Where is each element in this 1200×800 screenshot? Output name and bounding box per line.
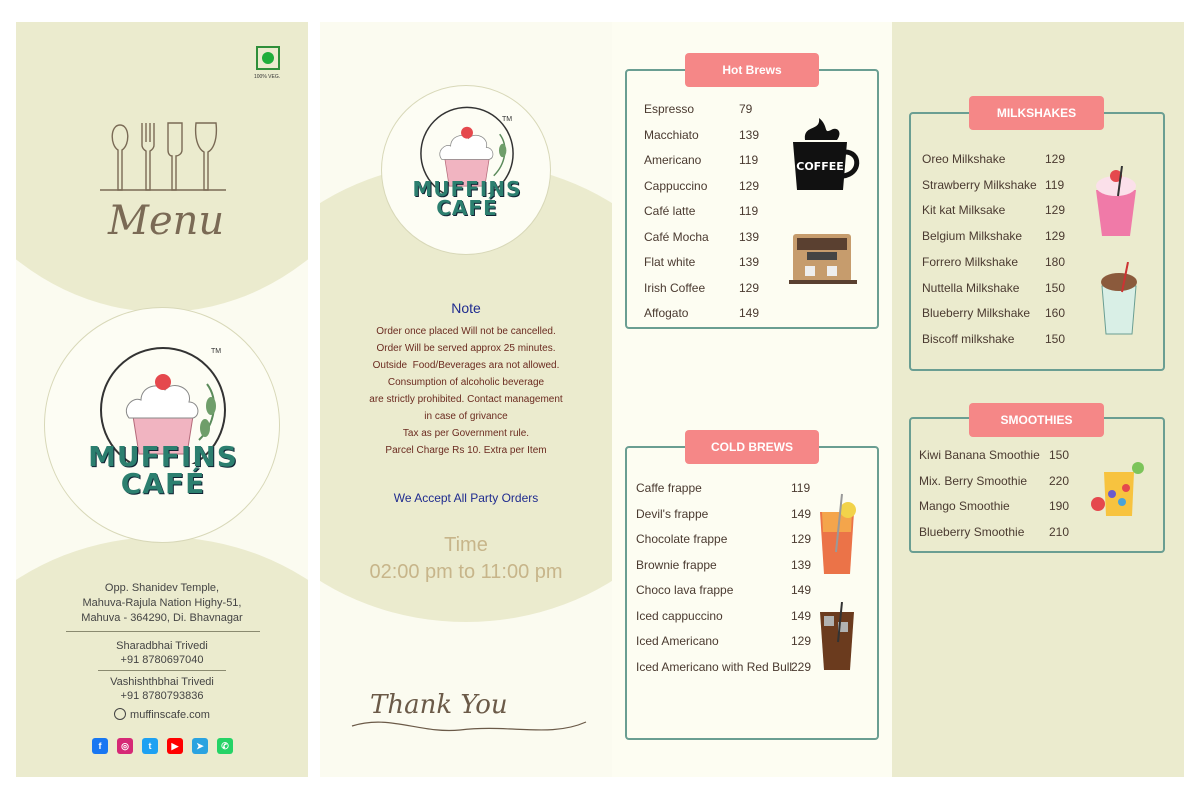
logo-line1: MUFFINS: [88, 440, 238, 473]
coffee-cup-icon: [785, 112, 861, 196]
menu-item-price: 150: [1049, 448, 1070, 462]
menu-item-name: Choco lava frappe: [636, 583, 734, 597]
logo-line2: CAFÉ: [436, 196, 498, 220]
menu-item-price: 149: [739, 306, 760, 320]
whatsapp-icon[interactable]: ✆: [217, 738, 233, 754]
menu-item-price: 79: [739, 102, 753, 116]
address-line-2: Mahuva-Rajula Nation Highy-51,: [82, 597, 242, 609]
menu-item-name: Americano: [644, 153, 702, 167]
note-line: Order Will be served approx 25 minutes.: [376, 343, 556, 354]
menu-item-price: 150: [1045, 331, 1066, 346]
address-line-3: Mahuva - 364290, Di. Bhavnagar: [81, 612, 243, 624]
veg-symbol-icon: [256, 46, 280, 70]
menu-cover-panel: [16, 22, 308, 777]
address-line-1: Opp. Shanidev Temple,: [104, 582, 220, 594]
espresso-machine-icon: [787, 230, 859, 286]
contact-name-2: Vashishthbhai Trivedi: [110, 676, 214, 688]
menu-item-name: Nuttella Milkshake: [922, 280, 1020, 295]
menu-item-name: Mix. Berry Smoothie: [919, 473, 1028, 488]
menu-item-name: Espresso: [644, 102, 695, 116]
brews-panel: [612, 22, 892, 777]
note-lines: [320, 323, 612, 459]
menu-item-price: 149: [791, 583, 812, 597]
menu-item-name: Devil's frappe: [636, 506, 709, 521]
smoothies-title: SMOOTHIES: [969, 403, 1104, 437]
menu-item-name: Biscoff milkshake: [922, 331, 1015, 346]
contact-name-1: Sharadbhai Trivedi: [116, 640, 208, 652]
logo-circle: [44, 307, 280, 543]
menu-item-price: 149: [791, 506, 812, 521]
menu-item-price: 129: [1045, 152, 1066, 166]
menu-item-name: Oreo Milkshake: [922, 152, 1006, 166]
menu-item-name: Brownie frappe: [636, 557, 717, 572]
menu-item-name: Irish Coffee: [644, 280, 706, 295]
menu-item-name: Strawberry Milkshake: [922, 177, 1037, 192]
coffee-cup-text: COFFEE: [796, 160, 844, 173]
divider: [66, 631, 260, 632]
iced-drink-icon: [814, 492, 860, 578]
menu-item-price: 139: [739, 127, 760, 142]
milkshakes-title: MILKSHAKES: [969, 96, 1104, 130]
logo-text: [65, 440, 261, 500]
iced-coffee-icon: [816, 602, 858, 672]
menu-item-name: Chocolate frappe: [636, 532, 728, 546]
menu-item-price: 119: [1045, 177, 1065, 192]
menu-item-price: 129: [1045, 203, 1066, 218]
info-panel: [320, 22, 612, 777]
contact-phone-1[interactable]: +91 8780697040: [120, 654, 204, 666]
menu-item-price: 129: [739, 178, 760, 193]
chocolate-shake-icon: [1096, 262, 1142, 336]
logo-line2: CAFÉ: [120, 466, 206, 500]
social-icons: [92, 738, 233, 754]
menu-item-price: 139: [739, 229, 760, 244]
menu-item-price: 180: [1045, 254, 1066, 269]
menu-item-name: Blueberry Milkshake: [922, 306, 1031, 321]
website-row[interactable]: [16, 708, 308, 723]
menu-item-price: 139: [739, 255, 760, 269]
menu-item-name: Blueberry Smoothie: [919, 524, 1025, 539]
menu-item-price: 220: [1049, 473, 1070, 488]
menu-item-name: Mango Smoothie: [919, 499, 1010, 513]
twitter-icon[interactable]: t: [142, 738, 158, 754]
menu-item-name: Café latte: [644, 204, 696, 218]
milkshakes-panel: [892, 22, 1184, 777]
note-line: Parcel Charge Rs 10. Extra per Item: [385, 445, 547, 456]
logo-circle-small: [381, 85, 551, 255]
menu-item-name: Belgium Milkshake: [922, 229, 1023, 244]
website-link[interactable]: muffinscafe.com: [130, 709, 210, 721]
logo-text: [392, 177, 542, 220]
note-line: Outside Food/Beverages ara not allowed.: [372, 360, 560, 371]
note-line: Consumption of alcoholic beverage: [387, 377, 545, 388]
menu-item-price: 229: [791, 659, 812, 674]
menu-item-name: Caffe frappe: [636, 481, 702, 495]
menu-item-price: 190: [1049, 499, 1070, 513]
menu-item-name: Cappuccino: [644, 178, 708, 193]
menu-item-name: Iced Americano: [636, 634, 719, 648]
menu-item-price: 160: [1045, 306, 1066, 321]
menu-item-name: Iced cappuccino: [636, 608, 723, 623]
menu-item-name: Kiwi Banana Smoothie: [919, 448, 1040, 462]
note-line: Order once placed Will not be cancelled.: [376, 326, 556, 337]
menu-item-price: 149: [791, 608, 812, 623]
hot-brews-title: Hot Brews: [685, 53, 819, 87]
thank-you-swash-icon: [350, 712, 590, 742]
trademark-symbol: TM: [211, 348, 222, 355]
menu-item-name: Café Mocha: [644, 229, 709, 244]
menu-item-name: Iced Americano with Red Bull: [636, 659, 793, 674]
contact-phone-2[interactable]: +91 8780793836: [120, 690, 204, 702]
menu-title: Menu: [108, 198, 225, 244]
menu-item-price: 150: [1045, 280, 1066, 295]
thank-you-text: Thank You: [370, 690, 508, 720]
divider: [98, 670, 226, 671]
note-line: are strictly prohibited. Contact management: [369, 394, 563, 405]
opening-hours: 02:00 pm to 11:00 pm: [369, 561, 563, 583]
menu-item-price: 129: [791, 532, 812, 546]
strawberry-shake-icon: [1086, 166, 1146, 238]
cold-brews-title: COLD BREWS: [685, 430, 819, 464]
smoothie-jar-icon: [1090, 458, 1148, 520]
note-line: Tax as per Government rule.: [402, 428, 530, 439]
menu-item-name: Affogato: [644, 306, 689, 320]
menu-item-name: Forrero Milkshake: [922, 254, 1019, 269]
trademark-symbol: TM: [502, 116, 513, 123]
globe-icon: [114, 708, 126, 720]
menu-item-name: Macchiato: [644, 127, 699, 142]
menu-item-name: Kit kat Milksake: [922, 203, 1006, 218]
menu-item-price: 119: [739, 204, 759, 218]
note-line: in case of grivance: [424, 411, 508, 422]
logo-line1: MUFFINS: [412, 177, 522, 201]
veg-label: 100% VEG.: [254, 74, 281, 80]
menu-item-price: 129: [739, 280, 760, 295]
menu-item-price: 210: [1049, 524, 1070, 539]
note-title: Note: [451, 300, 481, 316]
party-orders-text: We Accept All Party Orders: [393, 491, 539, 505]
menu-item-price: 139: [791, 557, 812, 572]
cutlery-icon: [100, 120, 226, 195]
menu-item-price: 119: [739, 153, 759, 167]
menu-item-price: 129: [791, 634, 812, 648]
menu-item-price: 129: [1045, 229, 1066, 244]
time-label: Time: [444, 534, 488, 556]
menu-item-name: Flat white: [644, 255, 696, 269]
instagram-icon[interactable]: ◎: [117, 738, 133, 754]
menu-item-price: 119: [791, 481, 811, 495]
youtube-icon[interactable]: ▶: [167, 738, 183, 754]
facebook-icon[interactable]: f: [92, 738, 108, 754]
telegram-icon[interactable]: ➤: [192, 738, 208, 754]
